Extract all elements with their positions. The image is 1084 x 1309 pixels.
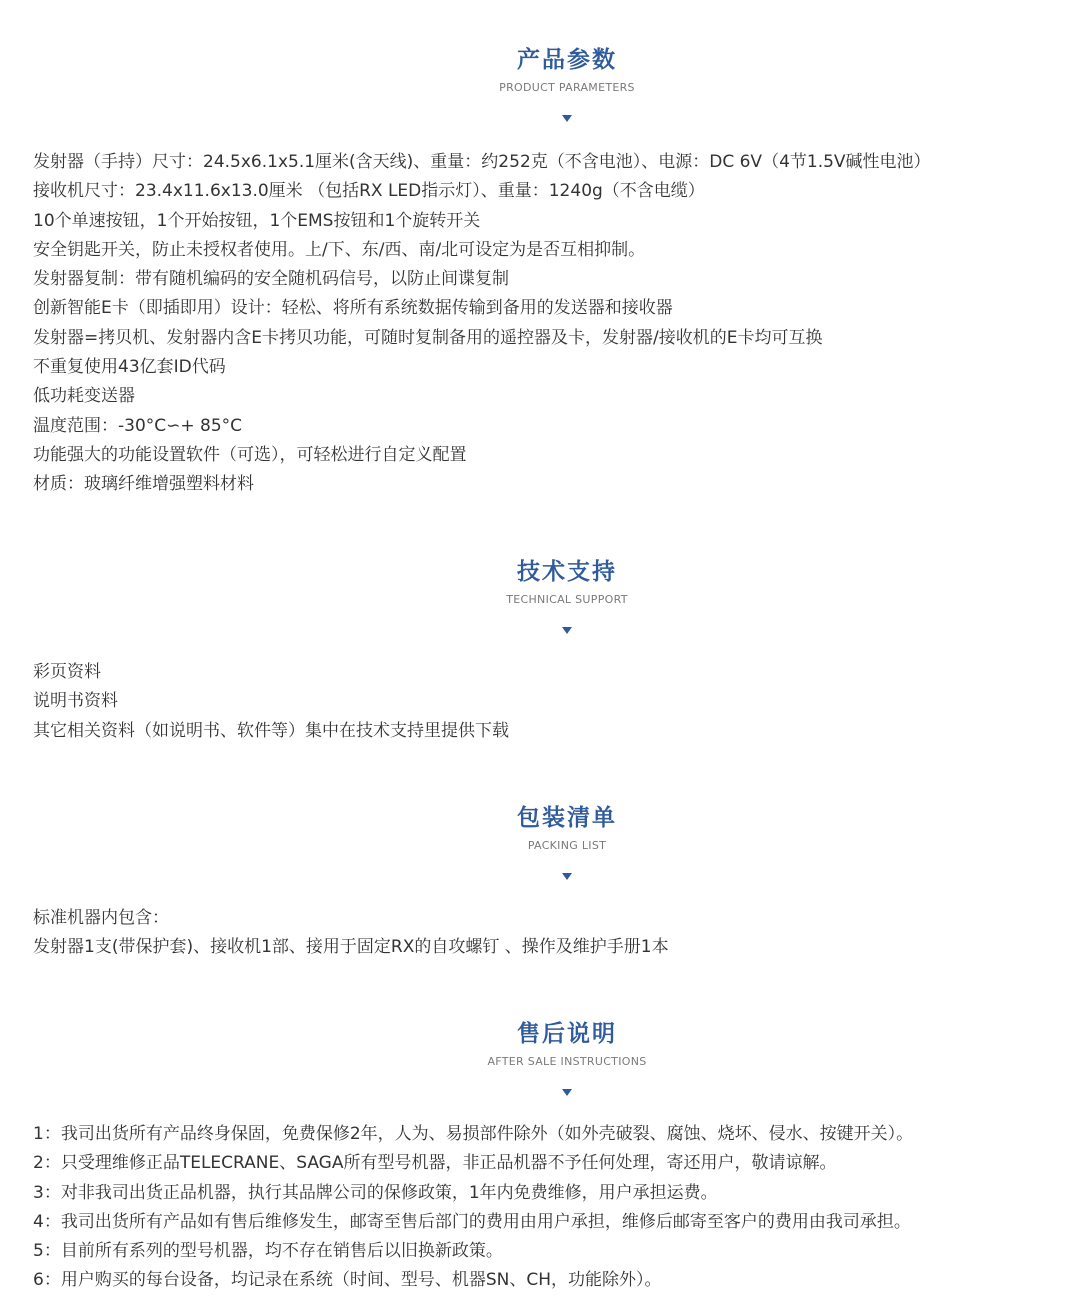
list-item: 发射器=拷贝机、发射器内含E卡拷贝功能，可随时复制备用的遥控器及卡，发射器/接收机的E卡均可互换 — [33, 327, 823, 348]
list-item: 说明书资料 — [33, 691, 118, 712]
list-item: 不重复使用43亿套ID代码 — [33, 357, 226, 378]
list-item: 发射器（手持）尺寸：24.5x6.1x5.1厘米(含天线)、重量：约252克（不含电池）、电源：DC 6V（4节1.5V碱性电池） — [33, 152, 931, 172]
list-item: 3：对非我司出货正品机器，执行其品牌公司的保修政策，1年内免费维修，用户承担运费。 — [33, 1182, 718, 1203]
list-item: 发射器1支(带保护套)、接收机1部、接用于固定RX的自攻螺钉 、操作及维护手册1本 — [33, 937, 669, 958]
list-item: 功能强大的功能设置软件（可选），可轻松进行自定义配置 — [33, 444, 467, 465]
list-item: 4：我司出货所有产品如有售后维修发生，邮寄至售后部门的费用由用户承担，维修后邮寄至客户的费用由我司承担。 — [33, 1211, 911, 1232]
list-item: 安全钥匙开关，防止未授权者使用。上/下、东/西、南/北可设定为是否互相抑制。 — [33, 239, 646, 260]
caret-down-icon — [562, 627, 572, 634]
list-item: 标准机器内包含： — [33, 908, 169, 928]
list-item: 低功耗变送器 — [33, 386, 135, 407]
caret-down-icon — [562, 1089, 572, 1096]
after-sale-list — [33, 1120, 1073, 1296]
list-item: 创新智能E卡（即插即用）设计：轻松、将所有系统数据传输到备用的发送器和接收器 — [33, 298, 673, 319]
section-title: 包装清单 — [517, 805, 617, 831]
list-item: 其它相关资料（如说明书、软件等）集中在技术支持里提供下载 — [33, 720, 509, 741]
list-item: 温度范围：-30°C∽+ 85°C — [33, 415, 243, 436]
list-item: 6：用户购买的每台设备，均记录在系统（时间、型号、机器SN、CH，功能除外）。 — [33, 1270, 662, 1291]
section-title: 技术支持 — [517, 559, 617, 585]
list-item: 发射器复制：带有随机编码的安全随机码信号，以防止间谍复制 — [33, 269, 509, 290]
caret-down-icon — [562, 873, 572, 880]
list-item: 接收机尺寸：23.4x11.6x13.0厘米 （包括RX LED指示灯）、重量：1240g（不含电缆） — [33, 181, 705, 202]
caret-down-icon — [562, 115, 572, 122]
section-subtitle: PACKING LIST — [527, 839, 607, 852]
list-item: 彩页资料 — [33, 662, 101, 682]
support-list — [33, 658, 1073, 746]
packing-list — [33, 904, 1073, 963]
list-item: 5：目前所有系列的型号机器，均不存在销售后以旧换新政策。 — [33, 1241, 503, 1262]
section-subtitle: AFTER SALE INSTRUCTIONS — [487, 1055, 647, 1068]
section-subtitle: PRODUCT PARAMETERS — [499, 81, 635, 94]
section-title: 售后说明 — [517, 1021, 617, 1047]
list-item: 材质：玻璃纤维增强塑料材料 — [33, 474, 254, 495]
parameter-list — [33, 148, 1073, 500]
list-item: 10个单速按钮，1个开始按钮，1个EMS按钮和1个旋转开关 — [33, 210, 481, 231]
section-subtitle: TECHNICAL SUPPORT — [506, 593, 628, 606]
list-item: 2：只受理维修正品TELECRANE、SAGA所有型号机器，非正品机器不予任何处理，寄还用户，敬请谅解。 — [33, 1153, 837, 1174]
section-title: 产品参数 — [517, 47, 617, 73]
list-item: 1：我司出货所有产品终身保固，免费保修2年，人为、易损部件除外（如外壳破裂、腐蚀、烧坏、侵水、按键开关）。 — [33, 1124, 914, 1144]
